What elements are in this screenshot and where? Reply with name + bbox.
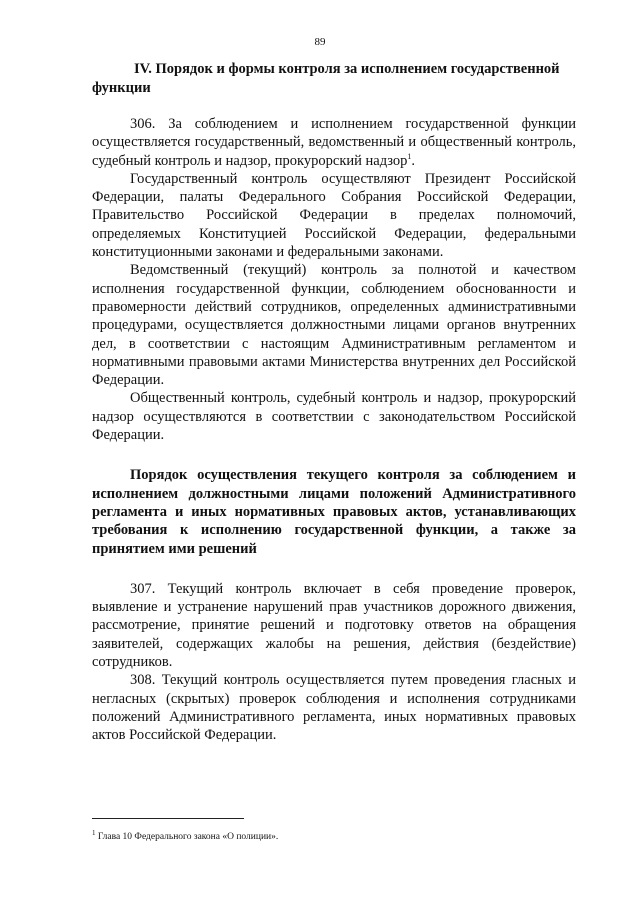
paragraph-307: 307. Текущий контроль включает в себя проведение проверок, выявление и устранение нарушений прав участников дорожного движения, рассмотрение, принятие решений и подготовку ответов на обращения заявителей, содержащих жалобы на решения, действия (бездействие) сотрудников. [92, 580, 576, 671]
page-content [92, 60, 576, 745]
section-title [92, 60, 576, 98]
section-title-line1: IV. Порядок и формы контроля за исполнением государственной [134, 61, 560, 77]
footnote-reference: 1 [407, 151, 412, 161]
paragraph-public-control: Общественный контроль, судебный контроль и надзор, прокурорский надзор осуществляются в соответствии с законодательством Российской Федерации. [92, 390, 576, 444]
footnote-divider [92, 818, 244, 819]
paragraph-state-control: Государственный контроль осуществляют Президент Российской Федерации, палаты Федерального Собрания Российской Федерации, Правительство Российской Федерации в пределах полномочий, определяемых Конституцией Российской Федерации, федеральными конституционными законами и федеральными законами. [92, 170, 576, 261]
paragraph-306 [92, 115, 576, 170]
subheading-current-control: Порядок осуществления текущего контроля за соблюдением и исполнением должностными лицами положений Административного регламента и иных нормативных правовых актов, устанавливающих требования к исполнению государственной функции, а также за принятием ими решений [92, 467, 576, 557]
footnote-mark: 1 [92, 828, 96, 837]
footnote [92, 828, 279, 843]
paragraph-308: 308. Текущий контроль осуществляется путем проведения гласных и негласных (скрытых) проверок соблюдения и исполнения сотрудниками положений Административного регламента, иных нормативных правовых актов Российской Федерации. [92, 672, 576, 744]
paragraph-306-end: . [411, 152, 416, 169]
paragraph-departmental-control: Ведомственный (текущий) контроль за полнотой и качеством исполнения государственной функции, соблюдением обоснованности и правомерности действий сотрудников, определенных административными процедурами, осуществляется должностными лицами органов внутренних дел, в соответствии с настоящим Административным регламентом и нормативными правовыми актами Министерства внутренних дел Российской Федерации. [92, 262, 576, 389]
footnote-text: Глава 10 Федерального закона «О полиции». [95, 832, 279, 842]
section-title-line2: функции [92, 80, 151, 96]
paragraph-306-text: 306. За соблюдением и исполнением государственной функции осуществляется государственный, ведомственный и общественный контроль, судебный контроль и надзор, прокурорский надзор [92, 116, 576, 169]
page-number: 89 [314, 36, 326, 48]
